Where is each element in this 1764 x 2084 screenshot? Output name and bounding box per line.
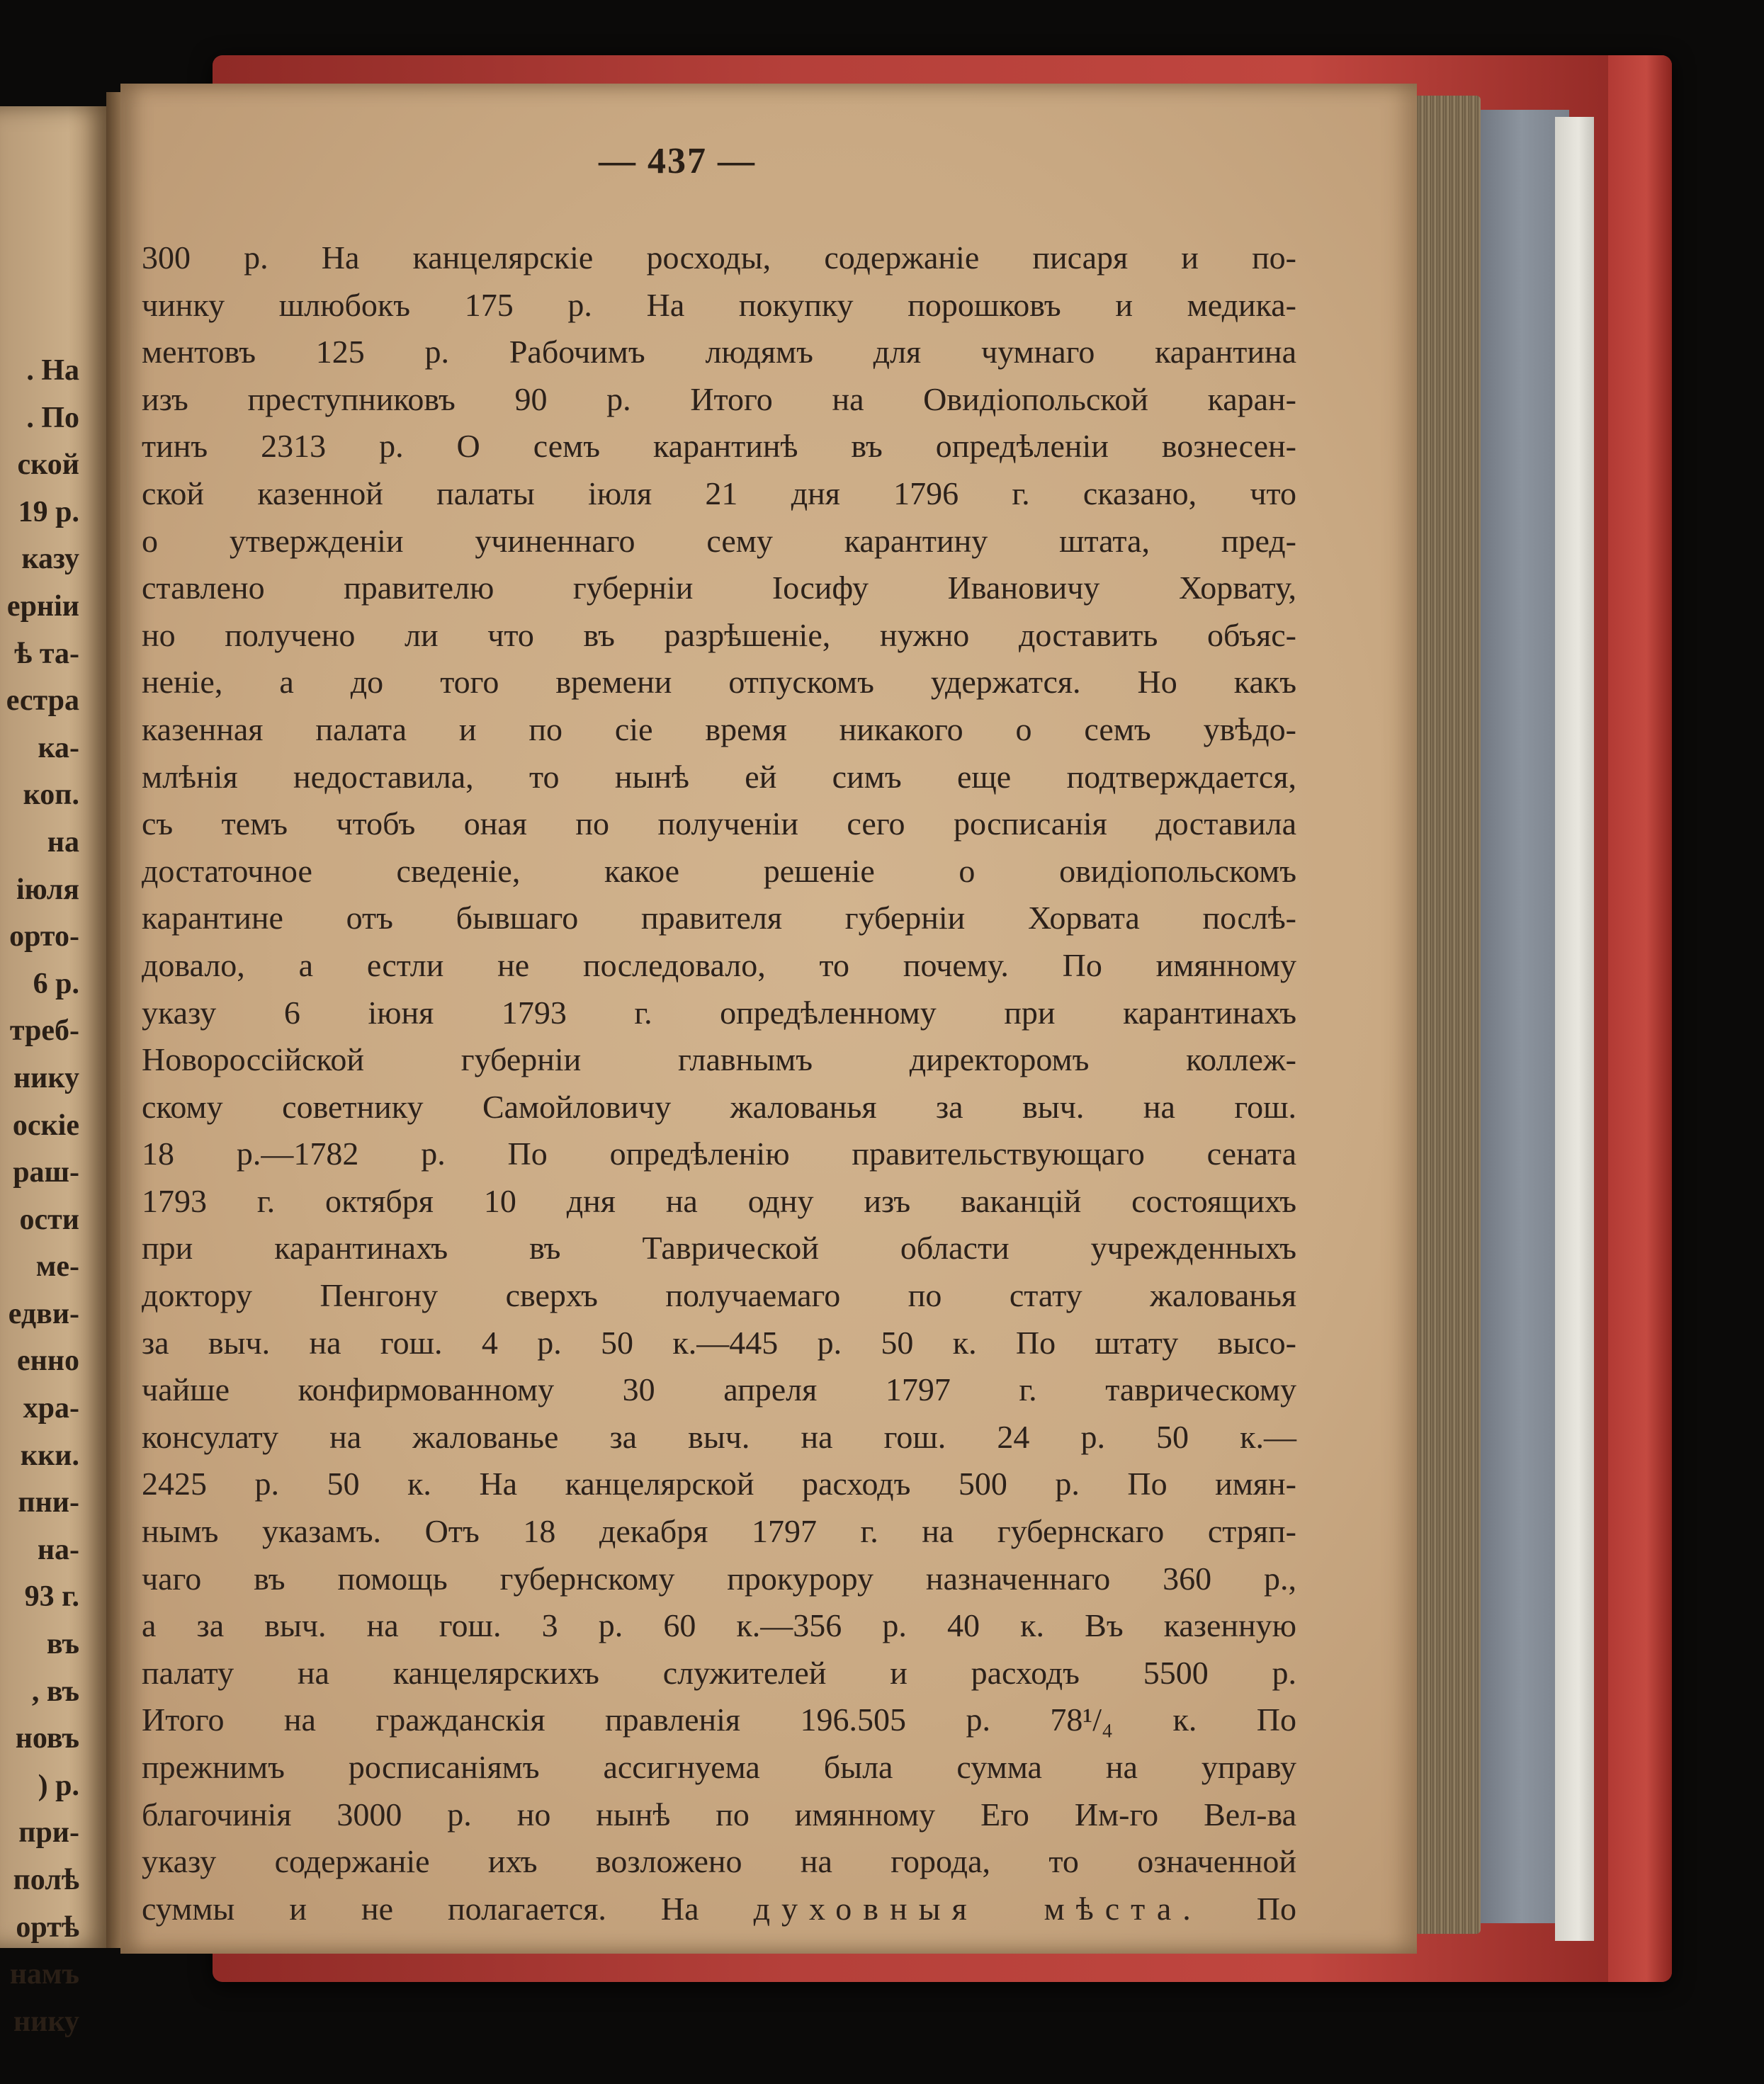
left-page-text [0, 347, 79, 2045]
left-text-fragment: полѣ [13, 1864, 79, 1896]
text-line: тинъ 2313 р. О семъ карантинѣ въ опредѣленіи вознесен- [142, 428, 1296, 465]
text-line: указу содержаніе ихъ возложено на города, то означенной [142, 1843, 1296, 1880]
left-text-fragment: ости [19, 1203, 79, 1236]
text-line: чайше конфирмованному 30 апреля 1797 г. таврическому [142, 1371, 1296, 1408]
left-text-fragment: 93 г. [24, 1580, 79, 1614]
left-text-fragment: нику [13, 1061, 79, 1094]
left-text-fragment: коп. [23, 778, 79, 812]
text-line: 18 р.—1782 р. По опредѣленію правительствующаго сената [142, 1136, 1296, 1172]
left-page [0, 106, 113, 2038]
left-text-fragment: оскіе [12, 1109, 79, 1142]
left-text-fragment: въ [46, 1628, 79, 1661]
left-text-fragment: орто- [9, 920, 79, 953]
text-line: 1793 г. октября 10 дня на одну изъ ваканцій состоящихъ [142, 1182, 1296, 1219]
text-line-last [142, 1886, 1296, 1933]
text-line: палату на канцелярскихъ служителей и расходъ 5500 р. [142, 1654, 1296, 1691]
text-line: благочинія 3000 р. но нынѣ по имянному Его Им-го Вел-ва [142, 1796, 1296, 1833]
text-line-start: суммы и не полагается. На [142, 1890, 699, 1927]
left-text-fragment: 6 р. [33, 967, 79, 1000]
text-line: изъ преступниковъ 90 р. Итого на Овидіопольской каран- [142, 380, 1296, 417]
left-text-fragment: енно [16, 1344, 79, 1378]
left-text-fragment: на [47, 825, 79, 859]
text-line: нымъ указамъ. Отъ 18 декабря 1797 г. на губернскаго стряп- [142, 1513, 1296, 1550]
text-line: казенная палата и по сіе время никакого о семъ увѣдо- [142, 710, 1296, 747]
text-line: о утвержденіи учиненнаго сему карантину штата, пред- [142, 522, 1296, 559]
text-line: 300 р. На канцелярскіе росходы, содержаніе писаря и по- [142, 239, 1296, 276]
text-line-end: По [1256, 1890, 1297, 1927]
text-line: 2425 р. 50 к. На канцелярской расходъ 500 р. По имян- [142, 1466, 1296, 1502]
left-text-fragment: нику [13, 2005, 79, 2038]
text-line: неніе, а до того времени отпускомъ удержатся. Но какъ [142, 664, 1296, 701]
left-text-fragment: . На [26, 354, 79, 387]
left-text-fragment: ѣ та- [14, 637, 79, 670]
text-line: съ темъ чтобъ оная по полученіи сего росписанія доставила [142, 805, 1296, 842]
text-line: карантине отъ бывшаго правителя губерніи Хорвата послѣ- [142, 900, 1296, 936]
page-number: — 437 — [599, 141, 756, 181]
left-text-fragment: іюля [16, 873, 79, 906]
text-line: довало, а естли не последовало, то почему. По имянному [142, 946, 1296, 983]
text-line: ставлено правителю губерніи Іосифу Ивановичу Хорвату, [142, 570, 1296, 606]
text-line: достаточное сведеніе, какое решеніе о овидіопольскомъ [142, 852, 1296, 889]
text-line: но получено ли что въ разрѣшеніе, нужно доставить объяс- [142, 616, 1296, 653]
text-line: чинку шлюбокъ 175 р. На покупку порошковъ и медика- [142, 286, 1296, 323]
left-text-fragment: , въ [31, 1675, 79, 1708]
left-text-fragment: пни- [18, 1486, 79, 1519]
left-text-fragment: ерніи [6, 589, 79, 623]
text-line: скому советнику Самойловичу жалованья за выч. на гош. [142, 1088, 1296, 1125]
text-line: за выч. на гош. 4 р. 50 к.—445 р. 50 к. По штату высо- [142, 1324, 1296, 1361]
left-text-fragment: ) р. [38, 1769, 79, 1802]
left-text-fragment: ортѣ [16, 1910, 79, 1944]
left-text-fragment: новъ [15, 1722, 79, 1755]
text-line: ментовъ 125 р. Рабочимъ людямъ для чумнаго карантина [142, 334, 1296, 370]
left-text-fragment: хра- [23, 1392, 79, 1425]
left-text-fragment: естра [6, 684, 79, 718]
text-line: при карантинахъ въ Таврической области учрежденныхъ [142, 1230, 1296, 1267]
text-line: а за выч. на гош. 3 р. 60 к.—356 р. 40 к. Въ казенную [142, 1607, 1296, 1644]
left-text-fragment: казу [21, 543, 79, 576]
left-text-fragment: едви- [8, 1297, 79, 1330]
left-text-fragment: ме- [35, 1250, 79, 1284]
section-heading-spaced: духовныя мѣста. [753, 1890, 1202, 1927]
left-text-fragment: 19 р. [18, 495, 79, 528]
page-body-text [142, 234, 1296, 1932]
text-line: Новороссійской губерніи главнымъ директоромъ коллеж- [142, 1041, 1296, 1078]
text-line: доктору Пенгону сверхъ получаемаго по стату жалованья [142, 1277, 1296, 1314]
book-cover-edge [1608, 55, 1672, 1982]
left-text-fragment: при- [18, 1816, 79, 1850]
left-text-fragment: намъ [9, 1958, 79, 1991]
left-text-fragment: треб- [9, 1014, 79, 1048]
text-line: прежнимъ росписаніямъ ассигнуема была сумма на управу [142, 1749, 1296, 1785]
left-text-fragment: ской [17, 448, 79, 482]
text-line: Итого на гражданскія правленія 196.505 р. 78¹/₄ к. По [142, 1701, 1296, 1738]
text-line: чаго въ помощь губернскому прокурору назначеннаго 360 р., [142, 1560, 1296, 1597]
left-text-fragment: кки. [20, 1439, 79, 1472]
left-text-fragment: на- [37, 1533, 79, 1566]
left-text-fragment: . По [26, 401, 79, 434]
text-line: указу 6 іюня 1793 г. опредѣленному при карантинахъ [142, 994, 1296, 1031]
white-insert-sheet [1555, 117, 1594, 1941]
left-text-fragment: ка- [38, 731, 79, 764]
left-text-fragment: раш- [13, 1156, 79, 1189]
text-line: млѣнія недоставила, то нынѣ ей симъ еще подтверждается, [142, 758, 1296, 795]
text-line: ской казенной палаты іюля 21 дня 1796 г. сказано, что [142, 475, 1296, 511]
text-line: консулату на жалованье за выч. на гош. 24 р. 50 к.— [142, 1418, 1296, 1455]
